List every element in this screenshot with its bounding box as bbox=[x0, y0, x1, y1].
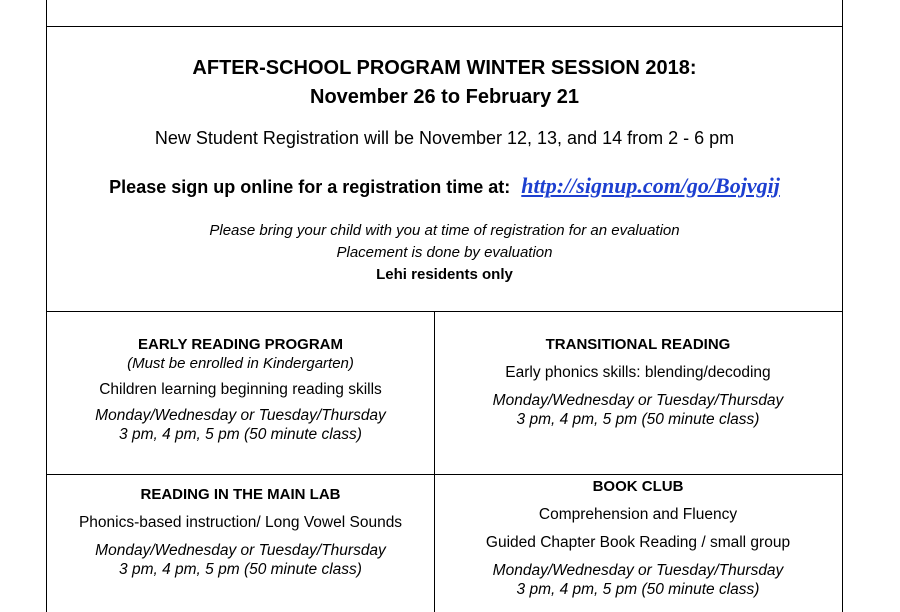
session-dates: November 26 to February 21 bbox=[310, 86, 579, 108]
program-early-reading bbox=[47, 336, 434, 444]
signup-line bbox=[47, 173, 842, 199]
program-book-club bbox=[435, 478, 841, 599]
program-times: 3 pm, 4 pm, 5 pm (50 minute class) bbox=[119, 426, 362, 443]
session-header bbox=[46, 27, 843, 312]
program-days: Monday/Wednesday or Tuesday/Thursday bbox=[95, 407, 386, 424]
program-times: 3 pm, 4 pm, 5 pm (50 minute class) bbox=[516, 581, 760, 598]
program-times: 3 pm, 4 pm, 5 pm (50 minute class) bbox=[119, 561, 362, 578]
program-description: Phonics-based instruction/ Long Vowel Sounds bbox=[78, 514, 403, 531]
residents-note: Lehi residents only bbox=[376, 266, 513, 283]
program-description: Early phonics skills: blending/decoding bbox=[505, 364, 771, 381]
program-title: BOOK CLUB bbox=[592, 478, 684, 495]
signup-text: Please sign up online for a registration time at: bbox=[109, 177, 511, 197]
program-days: Monday/Wednesday or Tuesday/Thursday bbox=[492, 562, 784, 579]
program-title: EARLY READING PROGRAM bbox=[137, 336, 344, 353]
program-transitional-reading bbox=[435, 336, 841, 429]
top-strip bbox=[46, 0, 843, 27]
registration-dates: New Student Registration will be November 12, 13, and 14 from 2 - 6 pm bbox=[154, 128, 735, 148]
program-times: 3 pm, 4 pm, 5 pm (50 minute class) bbox=[516, 411, 760, 428]
evaluation-note: Please bring your child with you at time of registration for an evaluation bbox=[209, 222, 680, 239]
program-days: Monday/Wednesday or Tuesday/Thursday bbox=[492, 392, 784, 409]
program-days: Monday/Wednesday or Tuesday/Thursday bbox=[95, 542, 386, 559]
placement-note: Placement is done by evaluation bbox=[336, 244, 553, 261]
program-description: Children learning beginning reading skills bbox=[99, 381, 382, 398]
grid-horizontal-divider bbox=[46, 474, 842, 475]
session-title: AFTER-SCHOOL PROGRAM WINTER SESSION 2018: bbox=[192, 57, 697, 79]
program-description: Comprehension and Fluency bbox=[538, 506, 738, 523]
program-subtitle: (Must be enrolled in Kindergarten) bbox=[127, 355, 354, 372]
program-title: TRANSITIONAL READING bbox=[545, 336, 731, 353]
program-description-2: Guided Chapter Book Reading / small group bbox=[485, 534, 791, 551]
signup-link[interactable]: http://signup.com/go/Bojvgij bbox=[521, 173, 780, 198]
program-main-lab bbox=[47, 486, 434, 579]
program-title: READING IN THE MAIN LAB bbox=[140, 486, 341, 503]
